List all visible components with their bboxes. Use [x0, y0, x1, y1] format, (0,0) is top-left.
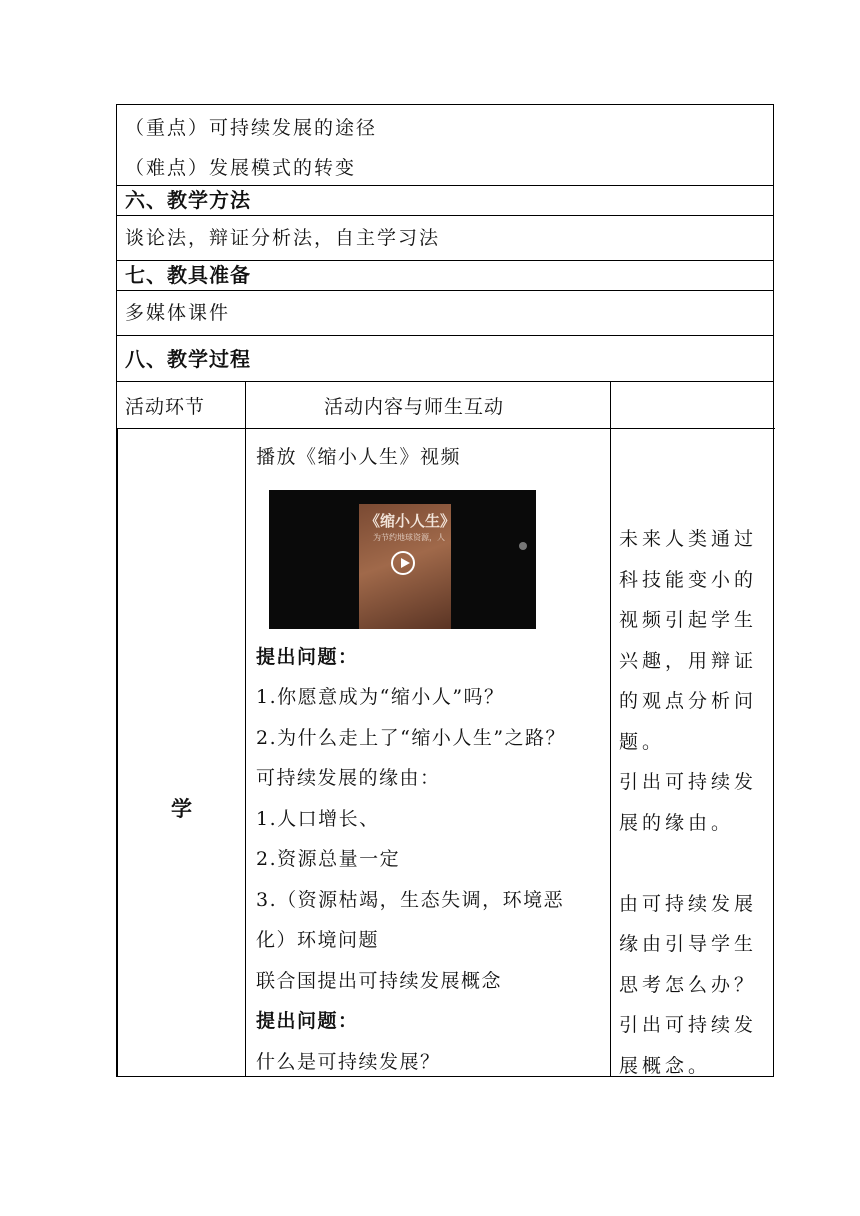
reason-heading: 可持续发展的缘由： [256, 767, 441, 789]
note-line: 思考怎么办？ [619, 973, 758, 996]
reason-3b: 化）环境问题 [256, 929, 380, 951]
activity-content-cell [245, 428, 610, 1076]
note-line: 题。 [619, 730, 666, 753]
key-point-text: （重点）可持续发展的途径 [125, 117, 378, 139]
video-title: 《缩小人生》 [365, 511, 456, 530]
note-line: 未来人类通过 [619, 528, 758, 550]
video-caption: 播放《缩小人生》视频 [256, 446, 462, 468]
video-subtitle: 为节约地球资源，人 [373, 532, 445, 542]
un-concept-line: 联合国提出可持续发展概念 [256, 969, 503, 992]
header-activity-stage: 活动环节 [125, 395, 206, 418]
reason-2: 2.资源总量一定 [256, 848, 401, 870]
note-line: 科技能变小的 [619, 568, 758, 591]
section-six-title: 六、教学方法 [116, 186, 774, 216]
question-heading-2: 提出问题： [256, 1010, 359, 1032]
teaching-methods-text: 谈论法，辩证分析法，自主学习法 [125, 227, 441, 249]
question-3: 什么是可持续发展？ [256, 1050, 441, 1073]
video-player[interactable] [269, 490, 536, 629]
note-line: 兴趣，用辩证 [619, 649, 758, 672]
header-activity-content: 活动内容与师生互动 [245, 382, 610, 428]
section-seven-title: 七、教具准备 [116, 261, 774, 291]
notes-cell [610, 428, 775, 1076]
teaching-aids-text: 多媒体课件 [125, 302, 231, 324]
note-line: 展的缘由。 [619, 811, 735, 834]
header-notes [610, 382, 775, 428]
indicator-dot-icon [519, 542, 527, 550]
question-1: 1.你愿意成为“缩小人”吗？ [256, 686, 505, 708]
play-icon[interactable] [391, 551, 415, 575]
question-2: 2.为什么走上了“缩小人生”之路？ [256, 726, 567, 749]
note-spacer [619, 843, 775, 884]
note-line: 视频引起学生 [619, 609, 758, 631]
process-table [116, 382, 774, 1077]
note-line: 由可持续发展 [619, 892, 758, 915]
reason-3a: 3.（资源枯竭，生态失调，环境恶 [256, 888, 565, 911]
difficult-point-text: （难点）发展模式的转变 [125, 157, 357, 179]
note-line: 展概念。 [619, 1054, 712, 1077]
question-heading-1: 提出问题： [256, 645, 359, 668]
note-line: 的观点分析问 [619, 690, 758, 712]
section-six-row [116, 216, 774, 261]
lesson-plan-table [116, 104, 774, 1077]
focus-points-row [116, 104, 774, 186]
note-line: 引出可持续发 [619, 1014, 758, 1036]
stage-label: 学 [117, 428, 245, 1076]
reason-1: 1.人口增长、 [256, 807, 380, 830]
note-line: 缘由引导学生 [619, 933, 758, 955]
section-seven-row [116, 291, 774, 336]
section-eight-title: 八、教学过程 [116, 336, 774, 382]
note-line: 引出可持续发 [619, 771, 758, 793]
